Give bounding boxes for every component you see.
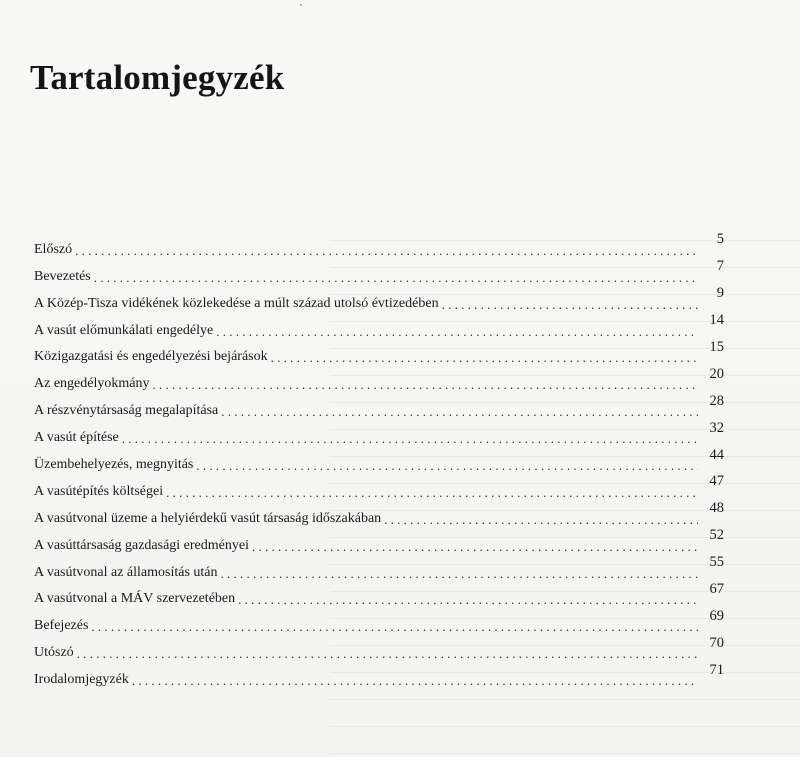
toc-entry-page-number: 47 [709, 473, 724, 490]
toc-entry-page-number: 5 [716, 231, 724, 248]
dot-leader [384, 513, 698, 526]
toc-entry-title: A vasút építése [34, 430, 119, 446]
toc-entry-page-number: 44 [709, 446, 724, 463]
toc-entry-page-number: 69 [709, 607, 724, 624]
toc-entry [34, 232, 724, 259]
dot-leader [271, 351, 698, 364]
dot-leader [238, 593, 698, 606]
toc-entry [34, 474, 724, 501]
toc-entry-title: Bevezetés [34, 268, 91, 284]
dot-leader [152, 378, 698, 391]
toc-entry-page-number: 15 [709, 338, 724, 355]
dot-leader [77, 647, 698, 660]
toc-entry-page-number: 52 [709, 527, 724, 544]
toc-entry-page-number: 28 [709, 392, 724, 409]
toc-entry-page-number: 70 [709, 634, 724, 651]
dot-leader [196, 459, 698, 472]
toc-entry-page-number: 48 [709, 500, 724, 517]
toc-entry [34, 340, 724, 367]
dot-leader [221, 567, 698, 580]
toc-entry-page-number: 9 [716, 285, 724, 302]
toc-entry-title: A vasút előmunkálati engedélye [34, 322, 214, 338]
dust-speck [300, 4, 302, 6]
toc-entry [34, 366, 724, 393]
toc-entry-title: A vasútvonal az államosítás után [34, 564, 218, 580]
toc-entry-page-number: 32 [709, 419, 724, 436]
dot-leader [166, 486, 698, 499]
toc-entry-title: A vasútépítés költségei [34, 483, 164, 499]
toc-entry [34, 662, 724, 689]
toc-entry-title: A vasútvonal a MÁV szervezetében [34, 591, 236, 607]
dot-leader [216, 325, 698, 338]
toc-entry-title: Üzembehelyezés, megnyitás [34, 457, 194, 473]
toc-entry [34, 608, 724, 635]
toc-entry [34, 420, 724, 447]
toc-entry [34, 555, 724, 582]
toc-entry [34, 259, 724, 286]
toc-entry [34, 286, 724, 313]
toc-entry-title: Az engedélyokmány [34, 376, 150, 392]
toc-entry [34, 313, 724, 340]
toc-entry-page-number: 67 [709, 580, 724, 597]
toc-entry-title: A vasútvonal üzeme a helyiérdekű vasút társaság időszakában [34, 510, 382, 526]
dot-leader [442, 298, 698, 311]
toc-entry-title: Irodalomjegyzék [34, 672, 129, 688]
toc-entry-title: A részvénytársaság megalapítása [34, 403, 219, 419]
dot-leader [122, 432, 698, 445]
toc-entry-title: A Közép-Tisza vidékének közlekedése a múlt század utolsó évtizedében [34, 295, 439, 311]
dot-leader [91, 620, 698, 633]
toc-entry [34, 447, 724, 474]
table-of-contents [34, 232, 724, 689]
toc-entry-page-number: 55 [709, 554, 724, 571]
toc-entry [34, 635, 724, 662]
dot-leader [94, 271, 698, 284]
toc-entry-page-number: 20 [709, 365, 724, 382]
toc-entry-title: A vasúttársaság gazdasági eredményei [34, 537, 249, 553]
toc-entry [34, 393, 724, 420]
toc-entry [34, 528, 724, 555]
page-title: Tartalomjegyzék [30, 58, 285, 97]
toc-entry-title: Közigazgatási és engedélyezési bejárások [34, 349, 268, 365]
toc-entry-title: Befejezés [34, 618, 89, 634]
toc-entry-title: Utószó [34, 645, 74, 661]
toc-entry [34, 582, 724, 609]
dot-leader [75, 244, 698, 257]
toc-entry-page-number: 7 [716, 258, 724, 275]
dot-leader [221, 405, 698, 418]
toc-entry-title: Előszó [34, 241, 73, 257]
toc-entry-page-number: 14 [709, 312, 724, 329]
toc-entry-page-number: 71 [709, 661, 724, 678]
toc-entry [34, 501, 724, 528]
dot-leader [132, 674, 698, 687]
dot-leader [252, 540, 698, 553]
